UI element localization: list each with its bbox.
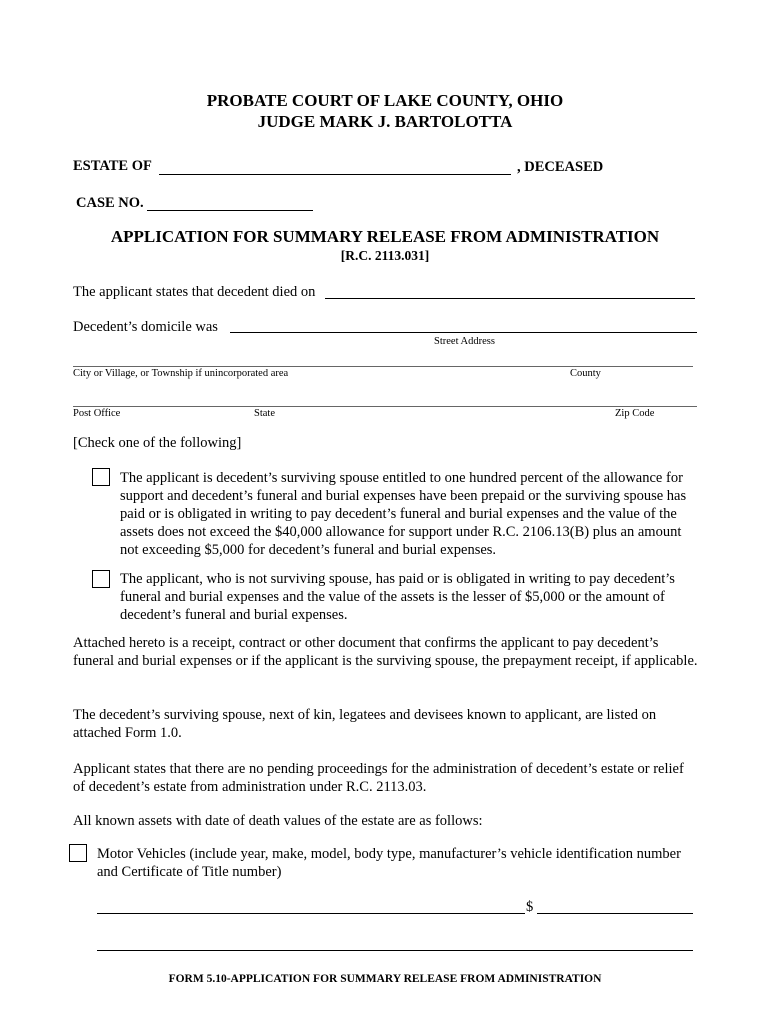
next-of-kin-paragraph: The decedent’s surviving spouse, next of kin, legatees and devisees known to applicant, are listed on attached Form 1.0. [73, 707, 657, 741]
additional-asset-field[interactable] [97, 950, 693, 951]
dollar-sign: $ [526, 899, 534, 915]
not-surviving-spouse-option-text: The applicant, who is not surviving spouse, has paid or is obligated in writing to pay decedent’s funeral and burial expenses and the value of the assets is the lesser of $5,000 or the amount of decedent’s funeral and burial expenses. [120, 571, 675, 623]
street-address-field[interactable] [230, 332, 697, 333]
city-caption: City or Village, or Township if unincorporated area [73, 368, 289, 379]
estate-of-label: ESTATE OF [73, 158, 152, 174]
zip-code-caption: Zip Code [615, 408, 655, 419]
motor-vehicles-checkbox[interactable] [69, 844, 87, 862]
estate-name-field[interactable] [159, 174, 511, 175]
check-one-prompt: [Check one of the following] [73, 435, 242, 451]
no-pending-proceedings-paragraph: Applicant states that there are no pending proceedings for the administration of decedent’s estate or relief of decedent’s estate from administration under R.C. 2113.03. [73, 761, 684, 795]
surviving-spouse-checkbox[interactable] [92, 468, 110, 486]
motor-vehicle-value-field[interactable] [537, 913, 693, 914]
death-date-field[interactable] [325, 298, 695, 299]
form-footer: FORM 5.10-APPLICATION FOR SUMMARY RELEASE FROM ADMINISTRATION [168, 973, 602, 985]
county-caption: County [570, 368, 601, 379]
case-no-label: CASE NO. [76, 195, 144, 211]
case-no-field[interactable] [147, 210, 313, 211]
assets-intro-paragraph: All known assets with date of death values of the estate are as follows: [73, 813, 483, 829]
surviving-spouse-option-text: The applicant is decedent’s surviving spouse entitled to one hundred percent of the allowance for support and decedent’s funeral and burial expenses have been prepaid or the surviving spouse has paid or is obligated in writing to pay decedent’s funeral and burial expenses and the value of the assets does not exceed the $40,000 allowance for support under R.C. 2106.13(B) plus an amount not exceeding $5,000 for decedent’s funeral and burial expenses. [120, 470, 687, 558]
motor-vehicle-description-field[interactable] [97, 913, 525, 914]
form-title: APPLICATION FOR SUMMARY RELEASE FROM ADMINISTRATION [110, 227, 660, 246]
state-caption: State [254, 408, 275, 419]
street-address-caption: Street Address [434, 336, 495, 347]
judge-name: JUDGE MARK J. BARTOLOTTA [257, 112, 513, 131]
statute-reference: [R.C. 2113.031] [340, 248, 430, 263]
deceased-label: , DECEASED [517, 159, 604, 175]
post-office-caption: Post Office [73, 408, 121, 419]
death-date-label: The applicant states that decedent died on [73, 284, 316, 300]
court-name: PROBATE COURT OF LAKE COUNTY, OHIO [206, 91, 564, 110]
city-county-field[interactable] [73, 366, 693, 367]
domicile-label: Decedent’s domicile was [73, 319, 218, 335]
post-office-state-zip-field[interactable] [73, 406, 697, 407]
attached-receipt-paragraph: Attached hereto is a receipt, contract or other document that confirms the applicant to pay decedent’s funeral and burial expenses or if the applicant is the surviving spouse, the prepayment receipt, if applicable. [73, 635, 698, 669]
not-surviving-spouse-checkbox[interactable] [92, 570, 110, 588]
motor-vehicles-text: Motor Vehicles (include year, make, model, body type, manufacturer’s vehicle identification number and Certificate of Title number) [97, 846, 681, 880]
